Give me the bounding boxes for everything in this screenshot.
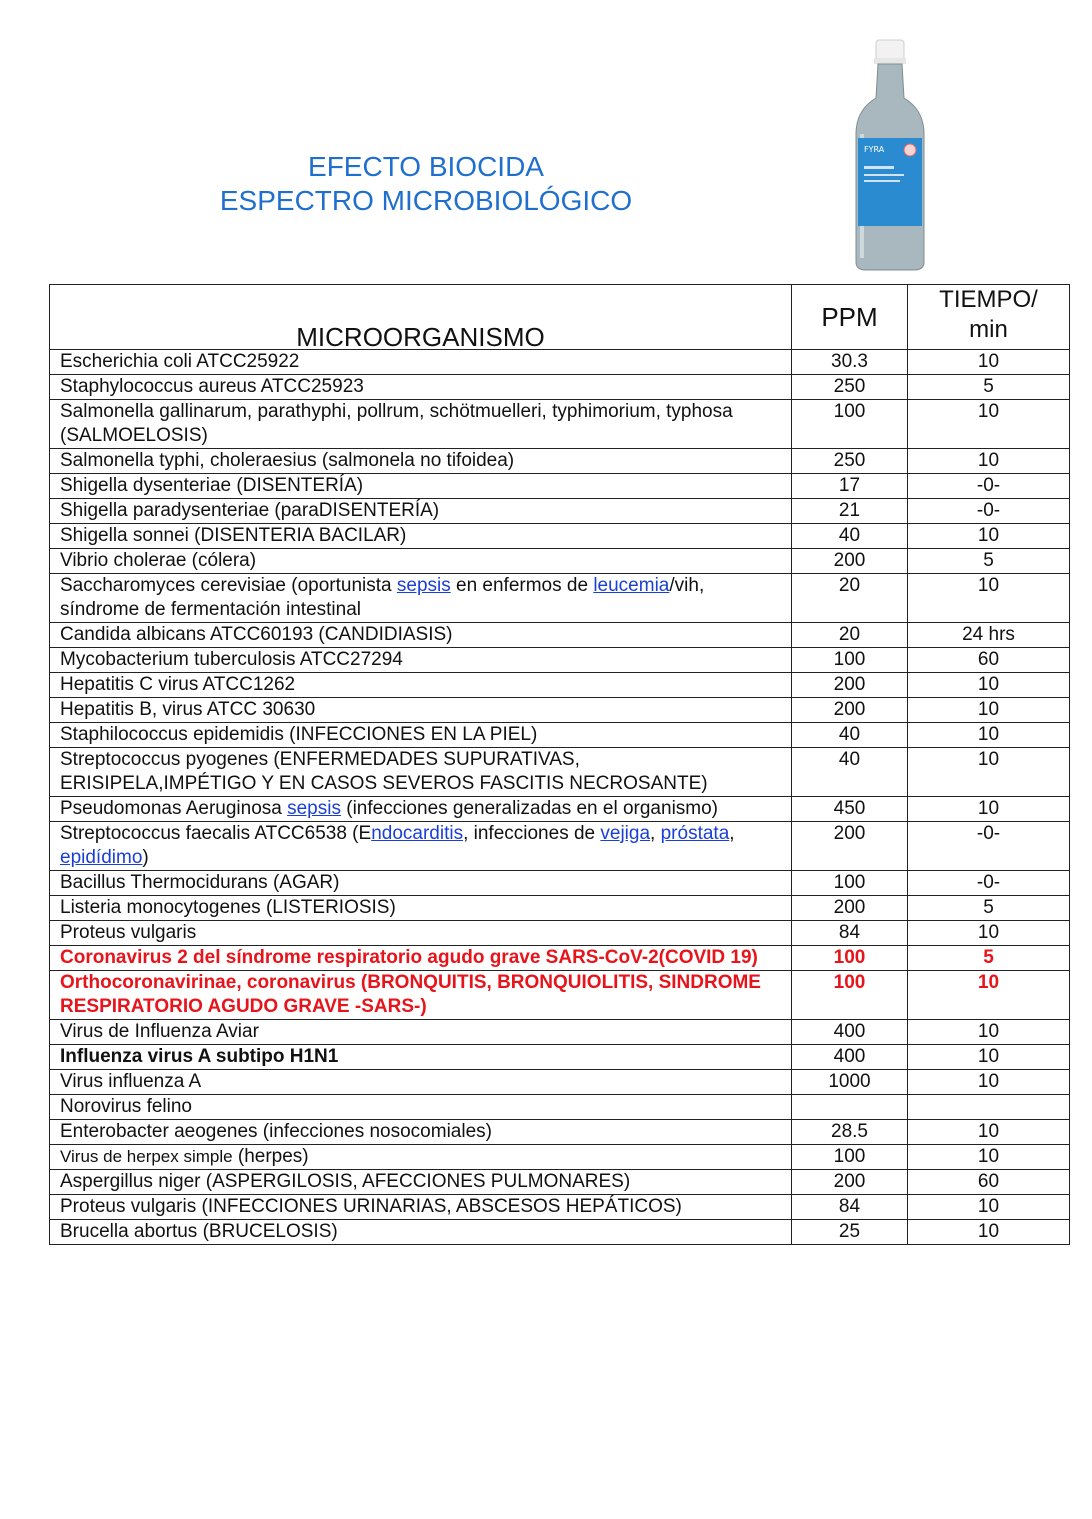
table-row (50, 1020, 1070, 1045)
time-cell: 10 (908, 1145, 1070, 1170)
organism-cell: Brucella abortus (BRUCELOSIS) (50, 1220, 792, 1245)
organism-cell: Staphilococcus epidemidis (INFECCIONES EN LA PIEL) (50, 723, 792, 748)
time-cell: 60 (908, 1170, 1070, 1195)
time-cell: 10 (908, 524, 1070, 549)
leucemia-link[interactable]: leucemia (593, 575, 670, 596)
table-row-highlight (50, 971, 1070, 1020)
table-row (50, 1095, 1070, 1120)
ppm-cell: 450 (792, 797, 908, 822)
organism-cell: Proteus vulgaris (INFECCIONES URINARIAS, ABSCESOS HEPÁTICOS) (50, 1195, 792, 1220)
table-row (50, 723, 1070, 748)
time-cell: 10 (908, 1070, 1070, 1095)
time-cell: 10 (908, 1020, 1070, 1045)
ppm-cell: 1000 (792, 1070, 908, 1095)
organism-cell: Norovirus felino (50, 1095, 792, 1120)
table-row (50, 623, 1070, 648)
organism-cell: Virus influenza A (50, 1070, 792, 1095)
ppm-cell: 200 (792, 698, 908, 723)
table-row (50, 871, 1070, 896)
table-row-highlight (50, 946, 1070, 971)
ppm-cell: 84 (792, 921, 908, 946)
organism-cell: Orthocoronavirinae, coronavirus (BRONQUITIS, BRONQUIOLITIS, SINDROME RESPIRATORIO AGUDO GRAVE -SARS-) (50, 971, 792, 1020)
organism-cell: Bacillus Thermocidurans (AGAR) (50, 871, 792, 896)
vejiga-link[interactable]: vejiga (600, 823, 651, 844)
organism-cell: Vibrio cholerae (cólera) (50, 549, 792, 574)
organism-text: (infecciones generalizadas en el organismo) (340, 798, 719, 819)
ppm-cell: 400 (792, 1045, 908, 1070)
ppm-cell: 17 (792, 474, 908, 499)
ppm-cell: 100 (792, 648, 908, 673)
ppm-cell: 84 (792, 1195, 908, 1220)
time-cell: 10 (908, 723, 1070, 748)
prostata-link[interactable]: próstata (660, 823, 730, 844)
ppm-cell: 200 (792, 673, 908, 698)
table-row (50, 1220, 1070, 1245)
sepsis-link[interactable]: sepsis (287, 798, 341, 819)
time-cell: 10 (908, 673, 1070, 698)
ppm-cell: 20 (792, 574, 908, 623)
ppm-cell: 100 (792, 400, 908, 449)
organism-cell: Salmonella gallinarum, parathyphi, pollrum, schötmuelleri, typhimorium, typhosa (SALMOELOSIS) (50, 400, 792, 449)
organism-text: Pseudomonas Aeruginosa (60, 798, 288, 819)
organism-cell: Influenza virus A subtipo H1N1 (50, 1045, 792, 1070)
organism-cell (50, 574, 792, 623)
organism-cell: Staphylococcus aureus ATCC25923 (50, 375, 792, 400)
table-row (50, 896, 1070, 921)
organism-text: , infecciones de (463, 823, 601, 844)
time-cell: 5 (908, 896, 1070, 921)
ppm-cell: 250 (792, 449, 908, 474)
organism-text: ) (142, 847, 149, 868)
ppm-cell: 20 (792, 623, 908, 648)
organism-cell: Mycobacterium tuberculosis ATCC27294 (50, 648, 792, 673)
organism-cell: Proteus vulgaris (50, 921, 792, 946)
table-row (50, 797, 1070, 822)
ppm-cell: 30.3 (792, 350, 908, 375)
ppm-cell: 40 (792, 524, 908, 549)
organism-text: Virus de herpex simple (60, 1147, 233, 1166)
time-cell: -0- (908, 474, 1070, 499)
time-cell: 10 (908, 400, 1070, 449)
time-cell: 10 (908, 350, 1070, 375)
organism-cell: Escherichia coli ATCC25922 (50, 350, 792, 375)
title-line-2: ESPECTRO MICROBIOLÓGICO (219, 185, 633, 216)
sepsis-link[interactable]: sepsis (396, 575, 451, 596)
table-row (50, 375, 1070, 400)
ppm-cell: 200 (792, 896, 908, 921)
time-cell: 10 (908, 1120, 1070, 1145)
ppm-cell: 100 (792, 946, 908, 971)
table-row (50, 400, 1070, 449)
organism-cell: Hepatitis C virus ATCC1262 (50, 673, 792, 698)
time-cell: 5 (908, 375, 1070, 400)
time-cell: 5 (908, 549, 1070, 574)
organism-cell: Shigella sonnei (DISENTERIA BACILAR) (50, 524, 792, 549)
table-row (50, 350, 1070, 375)
organism-cell: Shigella dysenteriae (DISENTERÍA) (50, 474, 792, 499)
table-row (50, 574, 1070, 623)
organism-cell: Candida albicans ATCC60193 (CANDIDIASIS) (50, 623, 792, 648)
organism-cell: Coronavirus 2 del síndrome respiratorio agudo grave SARS-CoV-2(COVID 19) (50, 946, 792, 971)
table-row (50, 1045, 1070, 1070)
time-cell: 10 (908, 1045, 1070, 1070)
time-cell: -0- (908, 822, 1070, 871)
table-row (50, 524, 1070, 549)
table-row (50, 921, 1070, 946)
organism-text: en enfermos de (450, 575, 594, 596)
ppm-cell: 100 (792, 971, 908, 1020)
table-row (50, 474, 1070, 499)
table-row (50, 549, 1070, 574)
ppm-cell: 28.5 (792, 1120, 908, 1145)
bottle-brand-text: FYRA (864, 145, 885, 154)
time-cell: 10 (908, 748, 1070, 797)
table-row (50, 449, 1070, 474)
organism-cell: Listeria monocytogenes (LISTERIOSIS) (50, 896, 792, 921)
organism-text: (herpes) (232, 1146, 309, 1167)
table-row (50, 499, 1070, 524)
organism-cell: Hepatitis B, virus ATCC 30630 (50, 698, 792, 723)
organism-cell (50, 822, 792, 871)
title-line-1: EFECTO BIOCIDA (308, 151, 544, 182)
header-time (908, 285, 1070, 350)
time-cell: 10 (908, 574, 1070, 623)
organism-cell: Shigella paradysenteriae (paraDISENTERÍA) (50, 499, 792, 524)
ppm-cell: 400 (792, 1020, 908, 1045)
organism-text: Saccharomyces cerevisiae (oportunista (60, 575, 397, 596)
organism-cell: Enterobacter aeogenes (infecciones nosocomiales) (50, 1120, 792, 1145)
time-cell: 10 (908, 797, 1070, 822)
organism-text: , (729, 823, 735, 844)
header-time-line2: min (969, 316, 1008, 343)
time-cell: 10 (908, 971, 1070, 1020)
ppm-cell: 40 (792, 748, 908, 797)
table-row (50, 1070, 1070, 1095)
table-header-row (50, 285, 1070, 350)
time-cell: -0- (908, 499, 1070, 524)
ppm-cell: 250 (792, 375, 908, 400)
ppm-cell: 200 (792, 549, 908, 574)
time-cell (908, 1095, 1070, 1120)
table-row (50, 1170, 1070, 1195)
ppm-cell: 100 (792, 871, 908, 896)
table-row (50, 1195, 1070, 1220)
biocide-table (49, 284, 1070, 1245)
organism-cell: Virus de Influenza Aviar (50, 1020, 792, 1045)
table-row (50, 698, 1070, 723)
time-cell: 10 (908, 1195, 1070, 1220)
table-row (50, 1120, 1070, 1145)
ppm-cell: 21 (792, 499, 908, 524)
table-row (50, 822, 1070, 871)
organism-text: , (650, 823, 661, 844)
organism-text: /vih, síndrome de fermentación intestinal (60, 575, 705, 620)
organism-cell (50, 1145, 792, 1170)
organism-cell: Aspergillus niger (ASPERGILOSIS, AFECCIONES PULMONARES) (50, 1170, 792, 1195)
ppm-cell (792, 1095, 908, 1120)
time-cell: 10 (908, 449, 1070, 474)
header-time-line1: TIEMPO/ (939, 286, 1038, 313)
time-cell: 5 (908, 946, 1070, 971)
ppm-cell: 40 (792, 723, 908, 748)
table-row (50, 673, 1070, 698)
ppm-cell: 100 (792, 1145, 908, 1170)
table-row (50, 648, 1070, 673)
time-cell: 10 (908, 921, 1070, 946)
endocarditis-link[interactable]: ndocarditis (371, 823, 464, 844)
organism-text: Streptococcus faecalis ATCC6538 (E (60, 823, 372, 844)
table-row (50, 748, 1070, 797)
time-cell: 24 hrs (908, 623, 1070, 648)
time-cell: 10 (908, 1220, 1070, 1245)
product-bottle-image (850, 38, 930, 272)
epididimo-link[interactable]: epidídimo (60, 847, 143, 868)
organism-cell (50, 797, 792, 822)
ppm-cell: 200 (792, 1170, 908, 1195)
ppm-cell: 200 (792, 822, 908, 871)
organism-cell: Streptococcus pyogenes (ENFERMEDADES SUPURATIVAS, ERISIPELA,IMPÉTIGO Y EN CASOS SEVEROS FASCITIS NECROSANTE) (50, 748, 792, 797)
header-organism: MICROORGANISMO (50, 285, 792, 350)
organism-cell: Salmonella typhi, choleraesius (salmonela no tifoidea) (50, 449, 792, 474)
header-ppm: PPM (792, 285, 908, 350)
time-cell: 10 (908, 698, 1070, 723)
time-cell: -0- (908, 871, 1070, 896)
ppm-cell: 25 (792, 1220, 908, 1245)
time-cell: 60 (908, 648, 1070, 673)
table-row (50, 1145, 1070, 1170)
